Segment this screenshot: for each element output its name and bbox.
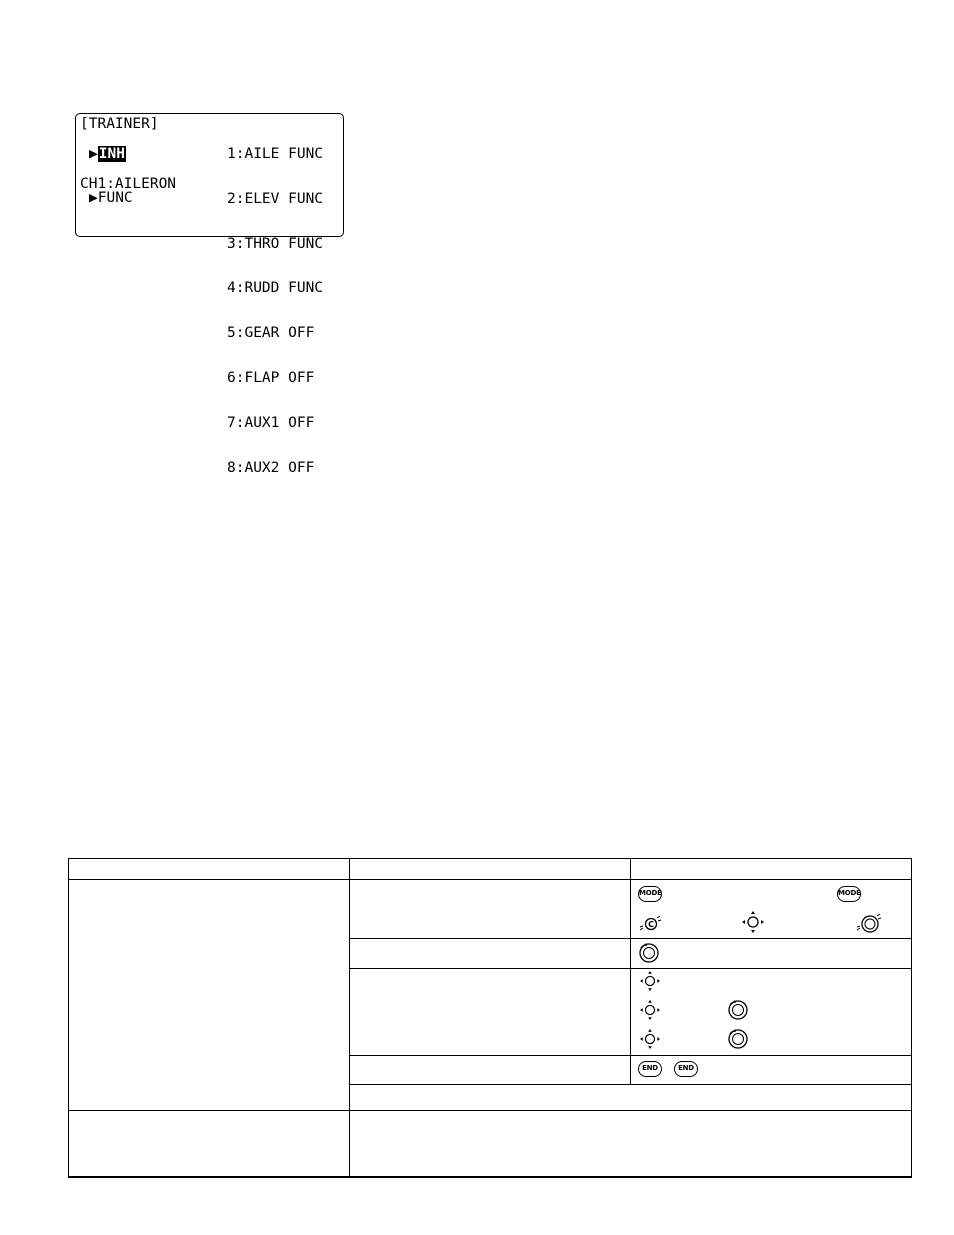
channel-mode <box>89 191 133 206</box>
cursor-pad-icon <box>742 910 764 934</box>
dial-icon <box>727 999 749 1021</box>
channel-row: 3:THRO FUNC <box>227 235 324 252</box>
channel-row: 6:FLAP OFF <box>227 369 315 386</box>
status-value: INH <box>98 146 125 162</box>
table-border-top <box>68 858 912 859</box>
cursor-pad-icon <box>640 1028 660 1050</box>
column-rule <box>630 858 631 1084</box>
cursor-pad-icon <box>640 970 660 992</box>
mode-key-icon: MODE <box>837 886 861 902</box>
section-rule <box>68 1110 912 1111</box>
table-border-right <box>911 858 912 1178</box>
channel-row: 2:ELEV FUNC <box>227 190 324 207</box>
mode-cursor-icon: ▶ <box>89 190 98 206</box>
table-border-left <box>68 858 69 1178</box>
procedure-table <box>68 858 912 1178</box>
channel-row: 5:GEAR OFF <box>227 325 315 342</box>
svg-text:C: C <box>648 920 654 929</box>
channel-row: 8:AUX2 OFF <box>227 459 315 476</box>
status-cursor-icon: ▶ <box>89 146 98 162</box>
channel-row: 7:AUX1 OFF <box>227 414 315 431</box>
cursor-pad-icon <box>640 999 660 1021</box>
table-header-rule <box>68 879 912 880</box>
end-key-icon: END <box>674 1061 698 1077</box>
dial-icon <box>727 1028 749 1050</box>
dial-icon <box>638 942 660 964</box>
channel-row: 1:AILE FUNC <box>227 146 324 162</box>
table-border-bottom <box>68 1176 912 1178</box>
lcd-screen <box>75 113 344 476</box>
c-key-icon <box>638 914 662 934</box>
trainer-status <box>89 147 126 162</box>
channel-list <box>227 117 323 505</box>
column-rule <box>349 858 350 1178</box>
channel-name: CH1:AILERON <box>80 176 177 192</box>
end-key-icon: END <box>638 1061 662 1077</box>
row-rule <box>349 1084 912 1085</box>
mode-key-icon: MODE <box>638 886 662 902</box>
lcd-title: [TRAINER] <box>80 116 159 132</box>
channel-mode-value: FUNC <box>97 190 133 206</box>
channel-row: 4:RUDD FUNC <box>227 280 324 297</box>
dial-icon <box>856 912 882 936</box>
